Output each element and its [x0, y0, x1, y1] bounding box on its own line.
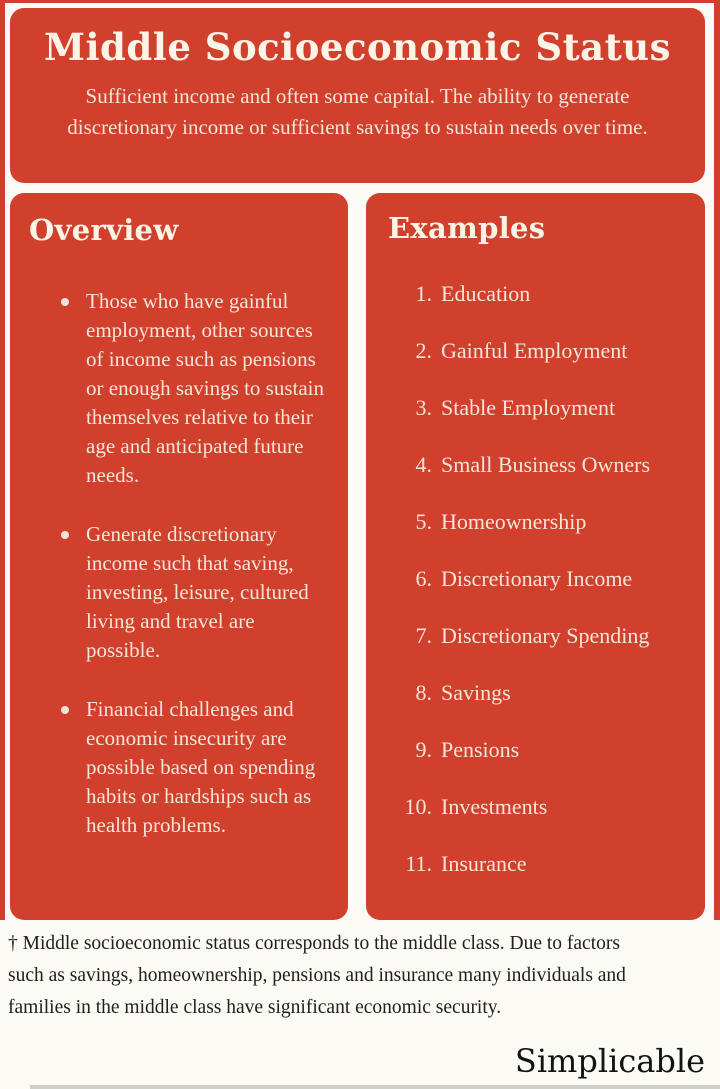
- item-label: Pensions: [441, 737, 520, 762]
- example-item: [388, 507, 691, 537]
- item-label: Savings: [441, 680, 511, 705]
- item-number: 6.: [415, 566, 432, 591]
- item-label: Gainful Employment: [441, 338, 628, 363]
- item-number: 5.: [415, 509, 432, 534]
- red-edge-top: [0, 0, 720, 3]
- overview-bullet: Generate discretionary income such that saving, investing, leisure, cultured living and travel are possible.: [58, 520, 330, 665]
- item-label: Discretionary Spending: [441, 623, 650, 648]
- item-number: 1.: [415, 281, 432, 306]
- item-label: Insurance: [441, 851, 527, 876]
- example-item: [388, 279, 691, 309]
- red-edge-left: [0, 0, 5, 920]
- header-panel: [10, 8, 705, 183]
- page-subtitle: Sufficient income and often some capital. The ability to generate discretionary income or sufficient savings to sustain needs over time.: [67, 83, 648, 139]
- examples-numbered-list: [388, 279, 691, 879]
- item-label: Small Business Owners: [441, 452, 650, 477]
- overview-bullet: Those who have gainful employment, other sources of income such as pensions or enough savings to sustain themselves relative to their age and anticipated future needs.: [58, 287, 330, 490]
- example-item: [388, 792, 691, 822]
- examples-panel: [366, 193, 705, 920]
- overview-heading: Overview: [29, 213, 179, 247]
- item-label: Investments: [441, 794, 548, 819]
- example-item: [388, 450, 691, 480]
- item-number: 11.: [405, 851, 432, 876]
- item-label: Homeownership: [441, 509, 587, 534]
- item-number: 10.: [404, 794, 432, 819]
- item-number: 4.: [415, 452, 432, 477]
- item-number: 3.: [415, 395, 432, 420]
- examples-heading: Examples: [388, 211, 546, 245]
- item-number: 2.: [415, 338, 432, 363]
- red-edge-right: [714, 0, 720, 920]
- item-label: Stable Employment: [441, 395, 616, 420]
- example-item: [388, 678, 691, 708]
- item-number: 8.: [415, 680, 432, 705]
- overview-bullet-list: [29, 287, 330, 840]
- brand-logo: Simplicable: [514, 1042, 705, 1080]
- example-item: [388, 621, 691, 651]
- overview-bullet: Financial challenges and economic insecurity are possible based on spending habits or hardships such as health problems.: [58, 695, 330, 840]
- item-label: Discretionary Income: [441, 566, 633, 591]
- example-item: [388, 849, 691, 879]
- item-label: Education: [441, 281, 531, 306]
- example-item: [388, 336, 691, 366]
- footnote: † Middle socioeconomic status corresponds to the middle class. Due to factors such as savings, homeownership, pensions and insurance many individuals and families in the middle class have significant economic security.: [8, 933, 626, 1018]
- page-title: Middle Socioeconomic Status: [44, 25, 671, 69]
- example-item: [388, 564, 691, 594]
- bottom-border: [30, 1085, 720, 1089]
- overview-panel: [10, 193, 348, 920]
- item-number: 7.: [415, 623, 432, 648]
- example-item: [388, 393, 691, 423]
- example-item: [388, 735, 691, 765]
- item-number: 9.: [415, 737, 432, 762]
